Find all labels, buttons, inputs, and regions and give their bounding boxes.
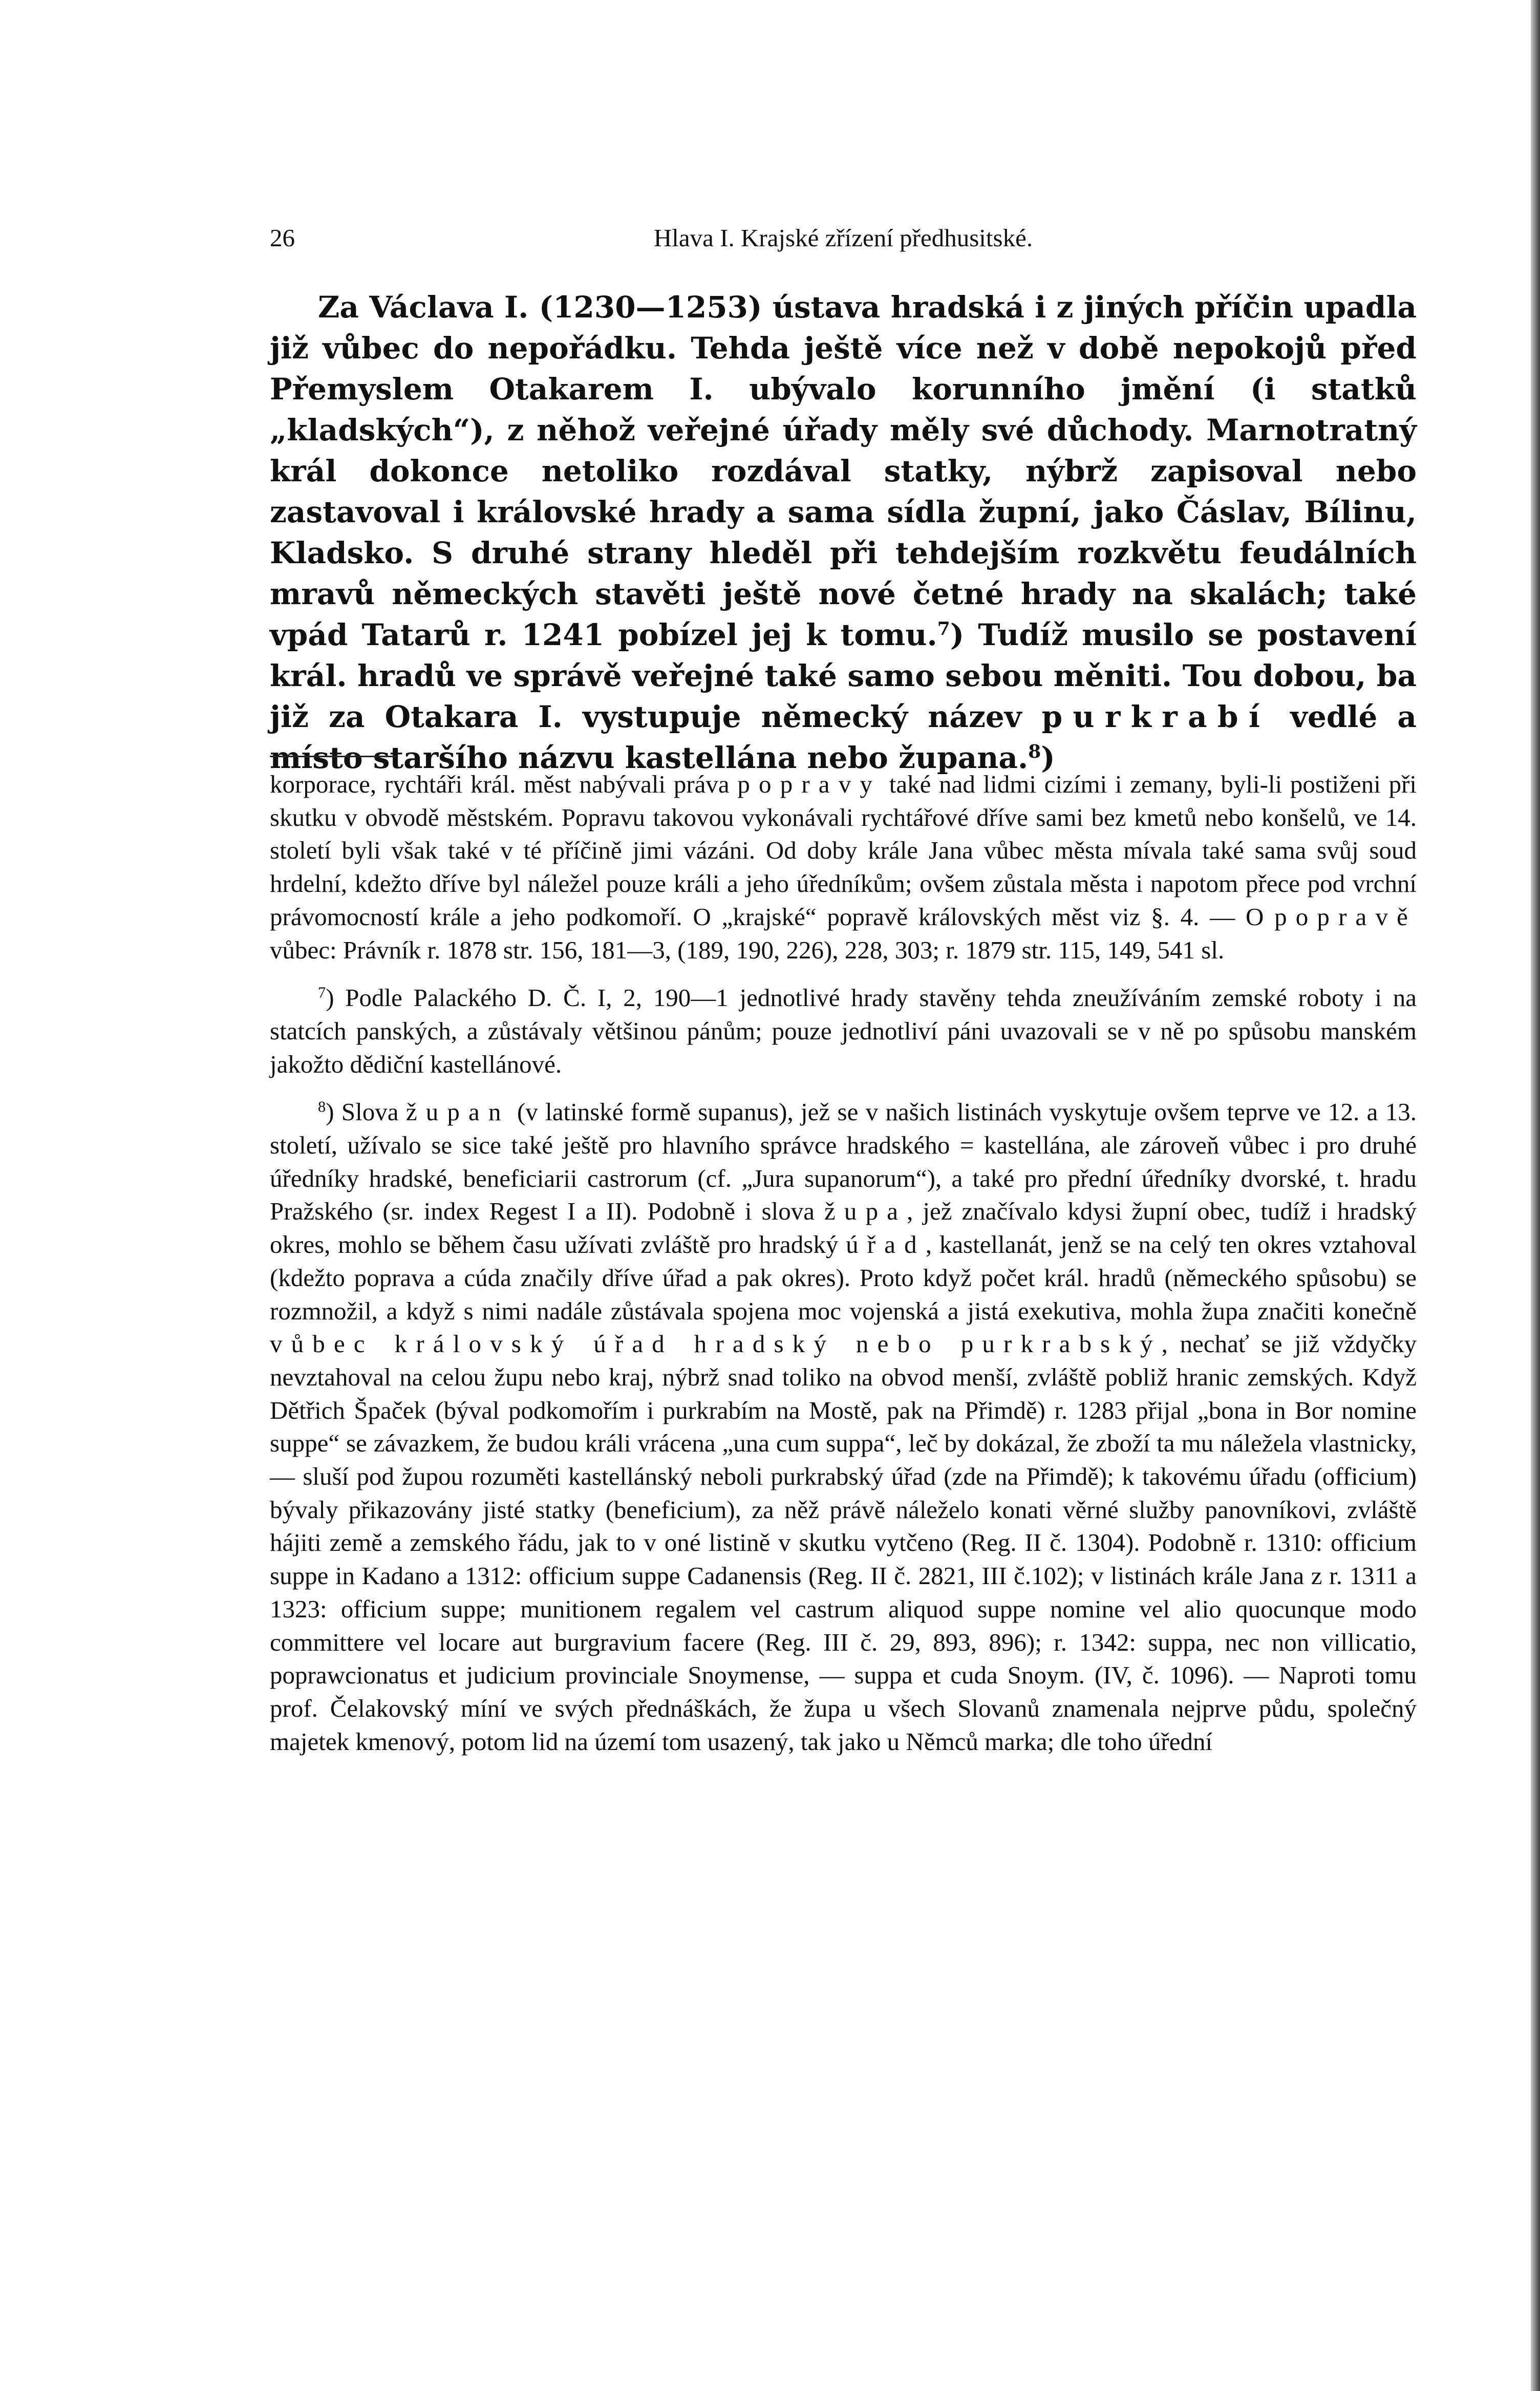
footnote-text: korporace, rychtáři král. měst nabývali práva [270,770,738,798]
main-text-part: ) [1041,740,1055,775]
emphasis-zupa: župa [824,1197,907,1226]
footnote-continuation [270,768,1417,967]
emphasis-purkrabi: purkrabí [1041,699,1271,734]
page-edge-shadow [1531,0,1540,2391]
footnote-text: vůbec: Právník r. 1878 str. 156, 181—3, (189, 190, 226), 228, 303; r. 1879 str. 115, 149, 541 sl. [270,935,1225,964]
footnote-marker-8: 8 [318,1098,326,1116]
emphasis-zupan: župan [405,1098,510,1126]
footnote-8 [270,1096,1417,1758]
footnote-ref-8: 8 [1028,741,1041,763]
footnote-separator [270,756,396,757]
footnote-text: ) Slova [326,1098,406,1126]
footnote-ref-7: 7 [937,618,950,640]
emphasis-vubec-kralovsky: vůbec královský úřad hradský nebo purkrabský [270,1330,1162,1358]
main-text-part: Za Václava I. (1230—1253) ústava hradská i z jiných příčin upadla již vůbec do nepořádku. Tehda ještě více než v době nepokojů před Přemyslem Otakarem I. ubývalo korunního jmění (i statků „kladských“), z něhož veřejné úřady měly své důchody. Marnotratný král dokonce netoliko rozdával statky, nýbrž zapisoval nebo zastavoval i královské hrady a sama sídla župní, jako Čáslav, Bílinu, Kladsko. S druhé strany hleděl při tehdejším rozkvětu feudálních mravů německých stavěti ještě nové četné hrady na skalách; také vpád Tatarů r. 1241 pobízel jej k tomu. [270,290,1417,652]
emphasis-urad: úřad [846,1230,926,1259]
running-title: Hlava I. Krajské zřízení předhusitské. [653,224,1033,252]
main-text-part: ) Tudíž musilo se postavení král. hradů ve správě veřejné také samo sebou měniti. Tou dobou, ba již za Otakara I. vystupuje německý název [270,617,1417,734]
footnote-text: (v latinské formě supanus), jež se v našich listinách vyskytuje ovšem teprve ve 12. a 13. století, užívalo se sice také ještě pro hlavního správce hradského = kastellána, ale zároveň vůbec i pro druhé úředníky hradské, beneficiarii castrorum (cf. „Jura supanorum“), a také pro přední úředníky dvorské, t. hradu Pražského (sr. index Regest I a II). Podobně i slova [270,1098,1417,1226]
footnote-text: , jež značívalo kdysi župní obec, tudíž i hradský okres, mohlo se během času užívati zvláště pro hradský [270,1197,1417,1259]
footnote-text: , nechať se již vždyčky nevztahoval na celou župu nebo kraj, nýbrž snad toliko na obvod menší, zvláště pobliž hranic zemských. Když Dětřich Špaček (býval podkomořím i purkrabím na Mostě, pak na Přimdě) r. 1283 přijal „bona in Bor nomine suppe“ se závazkem, že budou králi vrácena „una cum suppa“, leč by dokázal, že zboží ta mu náležela vlastnicky, — sluší pod župou rozuměti kastellánský neboli purkrabský úřad (zde na Přimdě); k takovému úřadu (officium) bývaly přikazovány jisté statky (beneficium), za něž právě náleželo konati věrné služby panovníkovi, zvláště hájiti země a zemského řádu, jak to v oné listině v skutku vytčeno (Reg. II č. 1304). Podobně r. 1310: officium suppe in Kadano a 1312: officium suppe Cadanensis (Reg. II č. 2821, III č.102); v listinách krále Jana z r. 1311 a 1323: officium suppe; munitionem regalem vel castrum aliquod suppe nomine vel alio quocunque modo committere vel locare aut burgravium facere (Reg. III č. 29, 893, 896); r. 1342: suppa, nec non villicatio, poprawcionatus et judicium provinciale Snoymense, — suppa et cuda Snoym. (IV, č. 1096). — Naproti tomu prof. Čelakovský míní ve svých přednáškách, že župa u všech Slovanů znamenala nejprve půdu, společný majetek kmenový, potom lid na území tom usazený, tak jako u Němců marka; dle toho úřední [270,1330,1417,1756]
footnote-text: ) Podle Palackého D. Č. I, 2, 190—1 jednotlivé hrady stavěny tehda zneužíváním zemské roboty i na statcích panských, a zůstávaly většinou pánům; pouze jednotliví páni uvazovali se v ně po spůsobu manském jakožto dědiční kastellánové. [270,984,1417,1078]
emphasis-poprave: popravě [1274,902,1417,931]
main-paragraph [270,287,1417,778]
footnote-7 [270,981,1417,1081]
main-text-part: vedlé a místo staršího názvu kastellána nebo župana. [270,699,1417,775]
page-number: 26 [270,224,295,252]
footnotes [270,768,1417,1758]
footnote-text: , kastellanát, jenž se na celý ten okres vztahoval (kdežto poprava a cúda značily dříve úřad a pak okres). Proto když počet král. hradů (německého spůsobu) se rozmnožil, a když s nimi nadále zůstávala spojena moc vojenská a jistá exekutiva, mohla župa značiti konečně [270,1230,1417,1325]
page-header [270,220,1417,256]
footnote-text: také nad lidmi cizími i zemany, byli-li postiženi při skutku v obvodě městském. Popravu takovou vykonávali rychtářové dříve sami bez kmetů nebo konšelů, ve 14. století byli však také v té příčině jimi vázáni. Od doby krále Jana vůbec města mívala také sama svůj soud hrdelní, kdežto dříve byl náležel pouze králi a jeho úředníkům; ovšem zůstala města i napotom přece pod vrchní právomocností krále a jeho podkomoří. O „krajské“ popravě královských měst viz §. 4. — O [270,770,1417,931]
main-text [270,287,1417,778]
emphasis-popravy: popravy [737,770,882,798]
footnote-marker-7: 7 [318,984,326,1001]
